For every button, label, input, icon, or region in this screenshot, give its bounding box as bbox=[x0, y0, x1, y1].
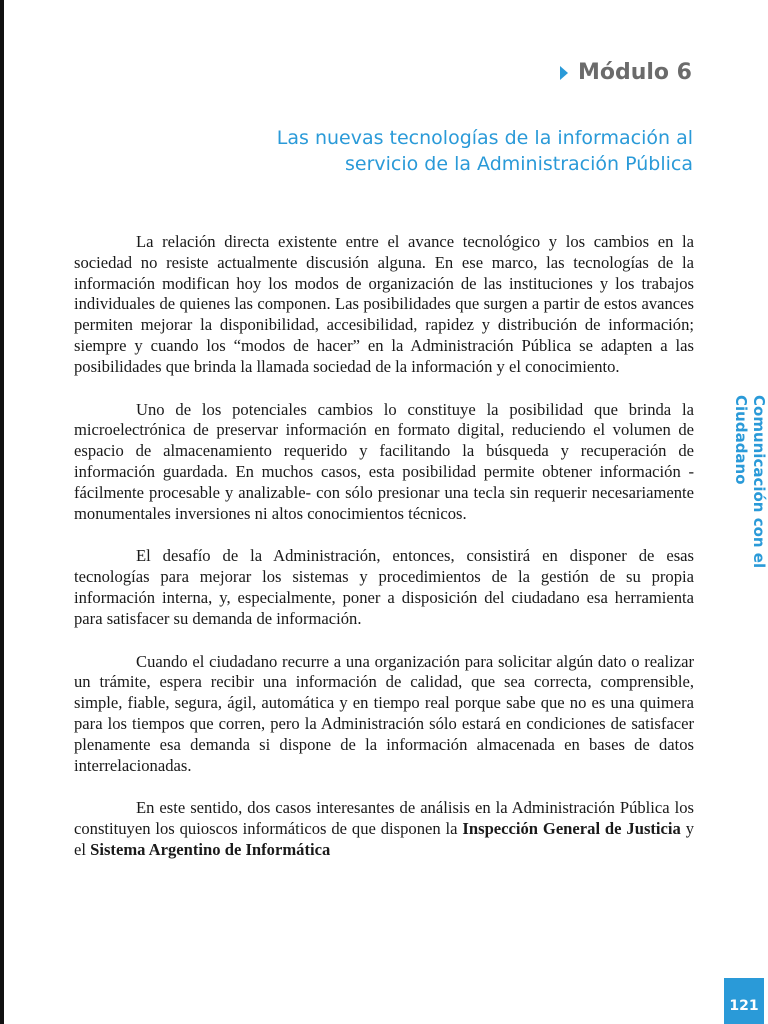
page-number: 121 bbox=[724, 978, 764, 1024]
paragraph-2: Uno de los potenciales cambios lo constituye la posibilidad que brinda la microelectrónica de preservar información en formato digital, reduciendo el volumen de espacio de almacenamiento requerido y facilitando la búsqueda y recuperación de información guardada. En muchos casos, esta posibilidad permite obtener información -fácilmente procesable y analizable- con sólo presionar una tecla sin requerir necesariamente monumentales inversiones ni altos conocimientos técnicos. bbox=[74, 399, 694, 523]
bold-term-sistema: Sistema Argentino de Informática bbox=[90, 839, 331, 859]
body-text bbox=[74, 232, 694, 861]
subtitle-line-2: servicio de la Administración Pública bbox=[344, 153, 693, 175]
subtitle-line-1: Las nuevas tecnologías de la información al bbox=[276, 127, 693, 149]
paragraph-5-text-1: En este sentido, dos casos interesantes de análisis en la Administración Pública los constituyen los quioscos informáticos de que disponen la bbox=[74, 798, 694, 839]
triangle-bullet-icon bbox=[560, 66, 568, 80]
paragraph-5-text-2: y el bbox=[74, 819, 694, 859]
module-title: Módulo 6 bbox=[577, 60, 692, 85]
paragraph-5 bbox=[74, 798, 694, 860]
left-border-rule bbox=[0, 0, 4, 1024]
paragraph-1: La relación directa existente entre el avance tecnológico y los cambios en la sociedad no resiste actualmente discusión alguna. En ese marco, las tecnologías de la información modifican hoy los modos de organización de las instituciones y los trabajos individuales de quienes las componen. Las posibilidades que surgen a partir de estos avances permiten mejorar la disponibilidad, accesibilidad, rapidez y distribución de información; siempre y cuando los “modos de hacer” en la Administración Pública se adapten a las posibilidades que brinda la llamada sociedad de la información y el conocimiento. bbox=[74, 232, 694, 376]
section-subtitle bbox=[133, 125, 693, 177]
bold-term-inspeccion: Inspección General de Justicia bbox=[462, 819, 681, 839]
module-header bbox=[560, 60, 692, 85]
side-section-label: Comunicación con el Ciudadano bbox=[732, 395, 768, 569]
paragraph-3: El desafío de la Administración, entonces, consistirá en disponer de esas tecnologías para mejorar los sistemas y procedimientos de la gestión de su propia información interna, y, especialmente, poner a disposición del ciudadano esa herramienta para satisfacer su demanda de información. bbox=[74, 546, 694, 628]
paragraph-4: Cuando el ciudadano recurre a una organización para solicitar algún dato o realizar un trámite, espera recibir una información de calidad, que sea correcta, comprensible, simple, fiable, segura, ágil, automática y en tiempo real porque sabe que no es una quimera para los tiempos que corren, pero la Administración sólo estará en condiciones de satisfacer plenamente esa demanda si dispone de la información almacenada en bases de datos interrelacionadas. bbox=[74, 651, 694, 775]
